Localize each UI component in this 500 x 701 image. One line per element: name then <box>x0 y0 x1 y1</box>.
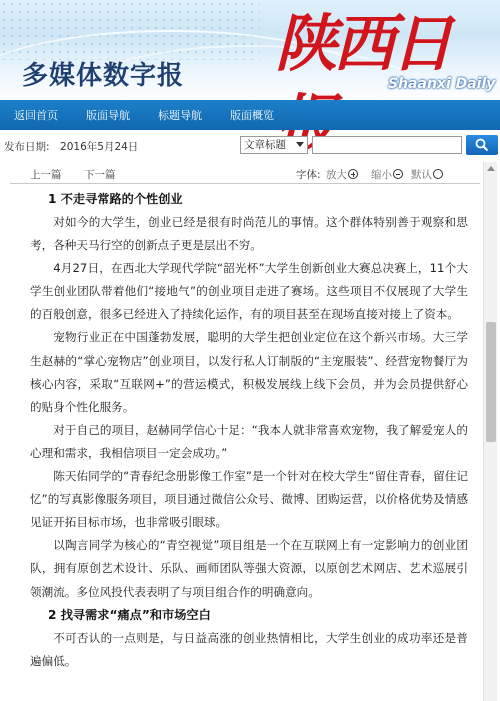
search-toolbar <box>0 134 500 158</box>
newspaper-logo-english: Shaanxi Daily <box>388 76 496 92</box>
nav-page-navigation[interactable]: 版面导航 <box>86 109 130 122</box>
main-nav <box>0 100 500 130</box>
search-button[interactable] <box>466 135 498 155</box>
search-type-select[interactable] <box>240 136 308 154</box>
next-article-link[interactable]: 下一篇 <box>84 169 116 181</box>
article-paragraph: 陈天佑同学的“青春纪念册影像工作室”是一个针对在校大学生“留住青春，留住记忆”的写真影像服务项目，项目通过微信公众号、微博、团购运营，以价格优势及情感见证开拓目标市场，也非常吸引眼球。 <box>30 469 468 530</box>
chevron-down-icon <box>296 142 304 147</box>
article-scrollbar[interactable] <box>483 162 497 701</box>
minus-icon <box>393 169 403 179</box>
nav-title-navigation[interactable]: 标题导航 <box>158 109 202 122</box>
font-size-label: 字体: <box>296 169 321 181</box>
font-default-label: 默认 <box>411 169 432 181</box>
circle-icon <box>433 169 443 179</box>
article-paragraph: 4月27日，在西北大学现代学院“韶光杯”大学生创新创业大赛总决赛上，11个大学生创业团队带着他们“接地气”的创业项目走进了赛场。这些项目不仅展现了大学生的百般创意，很多已经进入了持续化运作，有的项目甚至在现场直接对接上了资本。 <box>30 261 468 322</box>
search-type-value: 文章标题 <box>244 139 286 151</box>
publish-date: 发布日期: 2016年5月24日 <box>4 141 139 153</box>
header-banner <box>0 0 500 100</box>
font-default-button[interactable] <box>411 167 443 182</box>
font-enlarge-label: 放大 <box>326 169 347 181</box>
article-controls <box>10 162 480 184</box>
search-input[interactable] <box>312 136 462 154</box>
scroll-up-icon[interactable] <box>487 166 495 171</box>
article-paragraph: 对如今的大学生，创业已经是很有时尚范儿的事情。这个群体特别善于观察和思考，各种天马行空的创新点子更是层出不穷。 <box>30 215 468 253</box>
article-paragraph: 不可否认的一点则是，与日益高涨的创业热情相比，大学生创业的成功率还是普遍偏低。 <box>30 630 468 668</box>
nav-home[interactable]: 返回首页 <box>14 109 58 122</box>
search-icon <box>475 138 489 152</box>
prev-article-link[interactable]: 上一篇 <box>30 169 62 181</box>
plus-icon <box>348 169 358 179</box>
site-title: 多媒体数字报 <box>22 61 185 91</box>
nav-page-overview[interactable]: 版面概览 <box>230 109 274 122</box>
font-enlarge-button[interactable] <box>326 167 358 182</box>
article-paragraph: 对于自己的项目，赵赫同学信心十足：“我本人就非常喜欢宠物，我了解爱宠人的心理和需求，我相信项目一定会成功。” <box>30 422 468 460</box>
scrollbar-thumb[interactable] <box>486 322 496 442</box>
section-heading: 2 找寻需求“痛点”和市场空白 <box>48 607 211 622</box>
article-paragraph: 以陶言同学为核心的“青空视觉”项目组是一个在互联网上有一定影响力的创业团队，拥有原创艺术设计、乐队、画师团队等强大资源，以原创艺术网店、艺术巡展引领潮流。多位风投代表表明了与项目组合作的明确意向。 <box>30 538 468 599</box>
newspaper-logo[interactable]: 陕西日 <box>275 7 450 80</box>
article-content <box>30 188 468 701</box>
section-heading: 1 不走寻常路的个性创业 <box>48 192 183 206</box>
article-paragraph: 宠物行业正在中国蓬勃发展，聪明的大学生把创业定位在这个新兴市场。大三学生赵赫的“掌心宠物店”创业项目，以发行私人订制版的“主宠服装”、经营宠物餐厅为核心内容，采取“互联网+”的营运模式，积极发展线上线下会员，并为会员提供舒心的贴身个性化服务。 <box>30 330 468 414</box>
font-shrink-button[interactable] <box>371 167 403 182</box>
font-shrink-label: 缩小 <box>371 169 392 181</box>
